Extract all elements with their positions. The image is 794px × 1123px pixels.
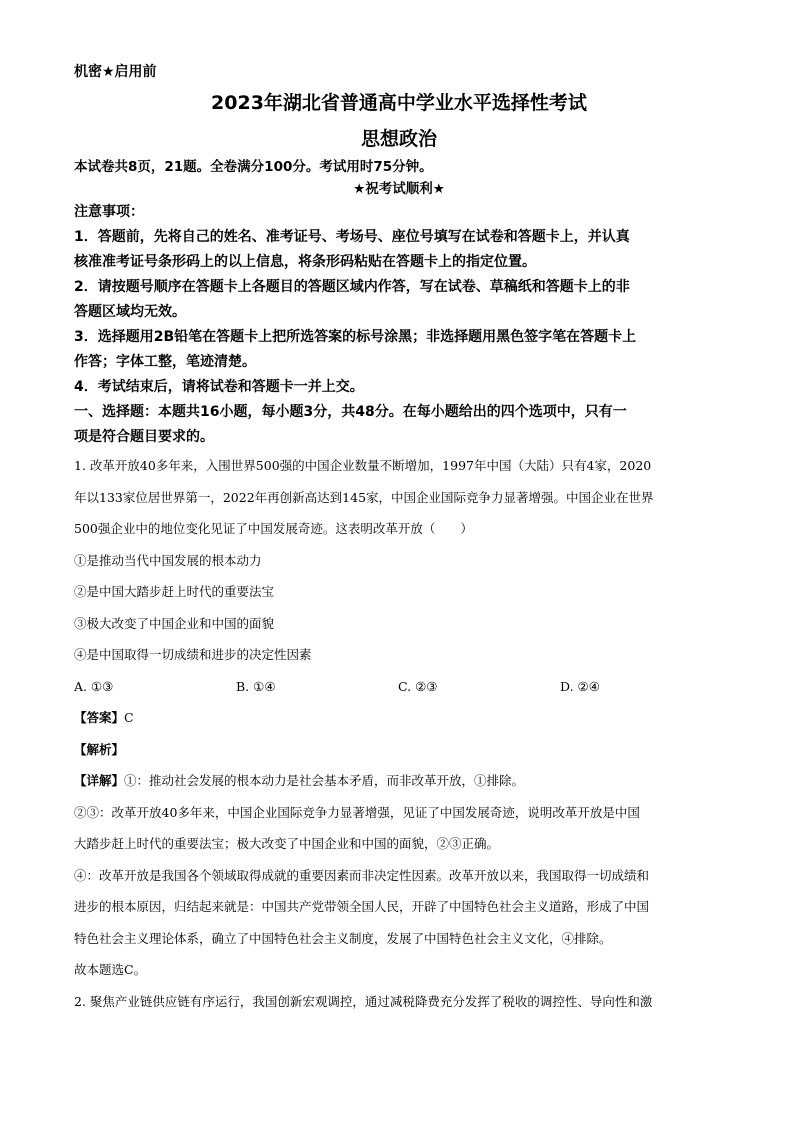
notice-line: 3．选择题用2B铅笔在答题卡上把所选答案的标号涂黑；非选择题用黑色签字笔在答题卡上 [74,329,637,345]
answer-value: C [124,710,134,725]
detail-line: 特色社会主义理论体系，确立了中国特色社会主义制度，发展了中国特色社会主义文化，④排除。 [74,930,612,946]
question-stem-line: 2. 聚焦产业链供应链有序运行，我国创新宏观调控，通过减税降费充分发挥了税收的调控性、导向性和激 [74,993,653,1009]
notice-line: 答题区域均无效。 [74,304,186,320]
exam-info: 本试卷共8页，21题。全卷满分100分。考试用时75分钟。 [74,159,433,175]
answer-line [74,702,724,734]
statement-item: ④是中国取得一切成绩和进步的决定性因素 [74,647,312,662]
notice-line: 2．请按题号顺序在答题卡上各题目的答题区域内作答，写在试卷、草稿纸和答题卡上的非 [74,279,630,295]
notice-heading: 注意事项： [74,204,144,220]
statement-item: ③极大改变了中国企业和中国的面貌 [74,615,275,631]
question-stem-line: 1. 改革开放40多年来，入围世界500强的中国企业数量不断增加，1997年中国（大陆）只有4家，2020 [74,458,652,473]
subject-title: 思想政治 [360,128,437,150]
exam-title: 2023年湖北省普通高中学业水平选择性考试 [211,92,587,114]
question-2 [74,986,724,1018]
detail-line: ②③：改革开放40多年来，中国企业国际竞争力显著增强，见证了中国发展奇迹，说明改革开放是中国 [74,804,640,820]
detail-line: 大踏步赶上时代的重要法宝；极大改变了中国企业和中国的面貌，②③正确。 [74,836,500,851]
section-heading [74,400,724,450]
option-a: A. ①③ [74,678,114,694]
notice-line: 作答；字体工整，笔迹清楚。 [74,354,256,370]
option-c: C. ②③ [398,678,438,694]
notice-line: 核准准考证号条形码上的以上信息，将条形码粘贴在答题卡上的指定位置。 [74,254,536,270]
statement-item: ①是推动当代中国发展的根本动力 [74,552,262,568]
section-line: 一、选择题：本题共16小题，每小题3分，共48分。在每小题给出的四个选项中，只有一 [74,404,627,420]
question-1 [74,450,724,986]
detail-tag: 【详解】 [74,773,125,788]
statement-item: ②是中国大踏步赶上时代的重要法宝 [74,584,275,599]
detail-text: ①：推动社会发展的根本动力是社会基本矛盾，而非改革开放，①排除。 [124,773,525,788]
detail-line: 进步的根本原因，归结起来就是：中国共产党带领全国人民，开辟了中国特色社会主义道路，形成了中国 [74,899,650,914]
confidential-label: 机密★启用前 [74,64,157,80]
detail-line: 故本题选C。 [74,962,147,977]
detail-line: ④：改革开放是我国各个领域取得成就的重要因素而非决定性因素。改革开放以来，我国取得一切成绩和 [74,867,650,883]
question-stem-line: 年以133家位居世界第一，2022年再创新高达到145家，中国企业国际竞争力显著增强。中国企业在世界 [74,489,654,505]
option-b: B. ①④ [236,678,276,694]
answer-options [74,671,724,703]
option-d: D. ②④ [560,678,600,694]
notice-block [74,200,724,400]
analysis-line [74,734,724,766]
analysis-tag: 【解析】 [74,741,125,757]
answer-tag: 【答案】 [74,710,125,725]
detail-line [74,765,724,797]
question-stem-line: 500强企业中的地位变化见证了中国发展奇迹。这表明改革开放（ ） [74,521,473,536]
section-line: 项是符合题目要求的。 [74,429,214,445]
notice-line: 1．答题前，先将自己的姓名、准考证号、考场号、座位号填写在试卷和答题卡上，并认真 [74,229,630,245]
notice-line: 4．考试结束后，请将试卷和答题卡一并上交。 [74,379,364,395]
good-luck-line: ★祝考试顺利★ [353,181,445,197]
